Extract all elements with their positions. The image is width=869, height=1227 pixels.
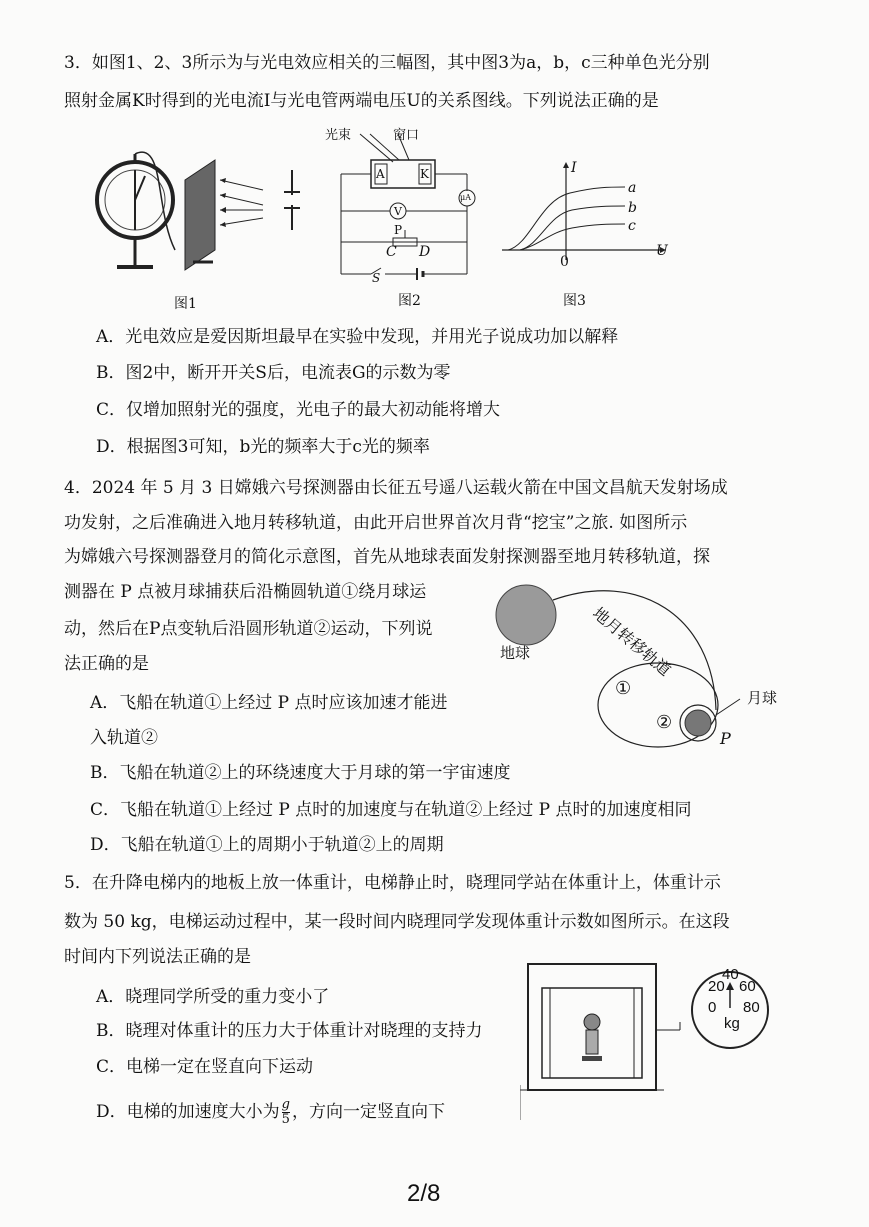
fig2-ammeter-label: μA [460, 193, 471, 202]
q5-option-b: B．晓理对体重计的压力大于体重计对晓理的支持力 [96, 1021, 483, 1041]
fig2-caption: 图2 [398, 293, 421, 309]
fig3-iu-graph [500, 160, 670, 270]
fig3-curve-b-label: b [628, 200, 637, 216]
q5-option-d-suffix: ，方向一定竖直向下 [291, 1102, 445, 1122]
q4-option-d: D．飞船在轨道①上的周期小于轨道②上的周期 [90, 835, 444, 855]
q4-line2: 功发射，之后准确进入地月转移轨道，由此开启世界首次月背“挖宝”之旅. 如图所示 [64, 513, 688, 533]
q5-option-c: C．电梯一定在竖直向下运动 [96, 1057, 314, 1077]
q5-elevator-diagram [520, 960, 805, 1120]
q5-scale-tick-60: 60 [739, 978, 756, 995]
fig3-caption: 图3 [563, 293, 586, 309]
q3-line1: 3．如图1、2、3所示为与光电效应相关的三幅图，其中图3为a，b，c三种单色光分别 [64, 53, 710, 73]
q5-option-d-prefix: D．电梯的加速度大小为 [96, 1102, 280, 1122]
q4-orbit-diagram [488, 575, 788, 755]
q4-orbit2-label: ② [656, 712, 673, 733]
fig2-voltmeter-label: V [394, 205, 402, 218]
fig2-anode-label: A [376, 167, 385, 181]
fig2-cathode-label: K [420, 167, 429, 181]
q4-line3: 为嫦娥六号探测器登月的简化示意图，首先从地球表面发射探测器至地月转移轨道，探 [64, 547, 710, 567]
q5-line1: 5．在升降电梯内的地板上放一体重计，电梯静止时，晓理同学站在体重计上，体重计示 [64, 873, 721, 893]
q4-option-a-cont: 入轨道② [90, 728, 158, 748]
fig3-curve-a-label: a [628, 180, 637, 196]
fig3-curve-c-label: c [628, 218, 636, 234]
q4-moon-label: 月球 [747, 689, 778, 707]
page-number: 2/8 [407, 1180, 441, 1207]
fig2-circuit [335, 126, 485, 288]
q5-scale-unit: kg [724, 1015, 740, 1032]
q4-point-p-label: P [720, 729, 731, 748]
q4-line5: 动，然后在P点变轨后沿圆形轨道②运动，下列说 [64, 619, 433, 639]
q4-orbit1-label: ① [615, 678, 632, 699]
fig2-switch-label: S [372, 271, 381, 285]
fig1-caption: 图1 [174, 296, 197, 312]
q5-fraction-denominator: 5 [281, 1112, 290, 1127]
q4-option-a: A．飞船在轨道①上经过 P 点时应该加速才能进 [90, 693, 448, 713]
q5-line3: 时间内下列说法正确的是 [64, 947, 251, 967]
lens-icon [282, 170, 302, 230]
q3-option-a: A．光电效应是爱因斯坦最早在实验中发现，并用光子说成功加以解释 [96, 327, 619, 347]
q5-scale-tick-0: 0 [708, 999, 717, 1016]
q5-scale-tick-40: 40 [722, 966, 739, 983]
fig1-electroscope [95, 150, 285, 280]
q5-scale-tick-80: 80 [743, 999, 760, 1016]
q4-transfer-orbit-label: 地月转移轨道 [589, 603, 675, 680]
fig2-window-label: 窗口 [393, 128, 420, 143]
q5-line2: 数为 50 kg，电梯运动过程中，某一段时间内晓理同学发现体重计示数如图所示。在这段 [64, 912, 730, 932]
q5-fraction-numerator: g [281, 1097, 290, 1112]
q5-option-d [96, 1098, 445, 1127]
q3-option-c: C．仅增加照射光的强度，光电子的最大初动能将增大 [96, 400, 501, 420]
q4-line4: 测器在 P 点被月球捕获后沿椭圆轨道①绕月球运 [64, 582, 427, 602]
fig3-origin-label: 0 [560, 254, 569, 270]
fig3-u-axis-label: U [656, 243, 668, 259]
q4-line6: 法正确的是 [64, 654, 149, 674]
q3-option-d: D．根据图3可知，b光的频率大于c光的频率 [96, 437, 430, 457]
q5-option-a: A．晓理同学所受的重力变小了 [96, 987, 330, 1007]
fig2-beam-label: 光束 [325, 128, 352, 143]
q3-line2: 照射金属K时得到的光电流I与光电管两端电压U的关系图线。下列说法正确的是 [64, 91, 659, 111]
q4-earth-label: 地球 [500, 644, 531, 662]
fig2-d-label: D [419, 244, 431, 260]
q3-option-b: B．图2中，断开开关S后，电流表G的示数为零 [96, 363, 451, 383]
q4-option-c: C．飞船在轨道①上经过 P 点时的加速度与在轨道②上经过 P 点时的加速度相同 [90, 800, 692, 820]
fig3-i-axis-label: I [571, 160, 577, 176]
q5-scale-tick-20: 20 [708, 978, 725, 995]
q4-option-b: B．飞船在轨道②上的环绕速度大于月球的第一宇宙速度 [90, 763, 511, 783]
q4-line1: 4．2024 年 5 月 3 日嫦娥六号探测器由长征五号遥八运载火箭在中国文昌航天发射场成 [64, 478, 728, 498]
fig2-slider-label: P [394, 223, 403, 237]
fig2-c-label: C [386, 244, 397, 260]
